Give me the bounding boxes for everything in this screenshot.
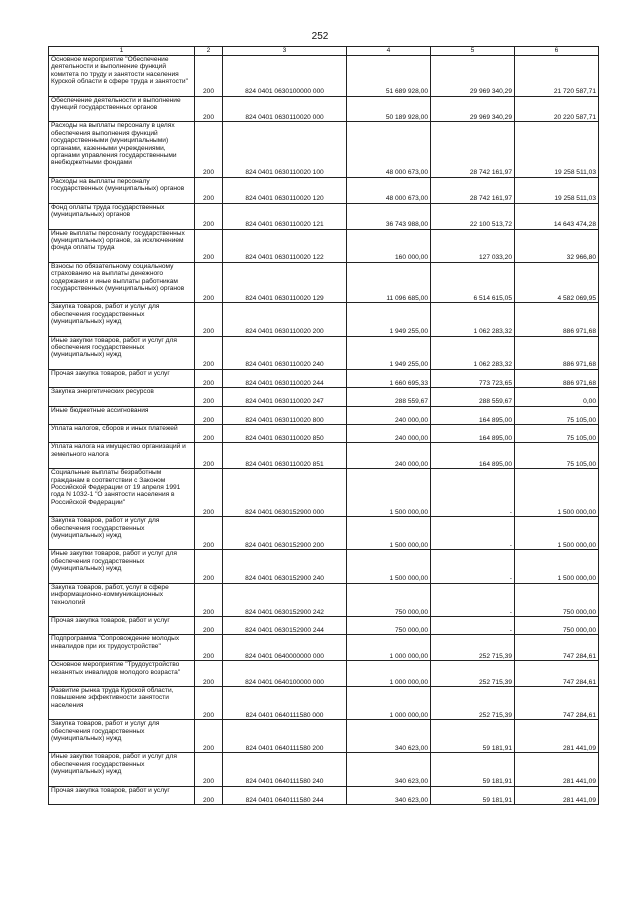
executed-amount-cell: 1 062 283,32 (431, 336, 515, 369)
planned-amount-cell: 240 000,00 (347, 443, 431, 469)
planned-amount-cell: 750 000,00 (347, 583, 431, 616)
budget-classification-code-cell: 824 0401 0630110020 800 (223, 406, 347, 424)
remaining-amount-cell: 0,00 (515, 388, 599, 406)
expenditure-name-cell (49, 303, 195, 336)
admin-code-cell: 200 (195, 786, 223, 804)
budget-classification-code-cell: 824 0401 0630110020 851 (223, 443, 347, 469)
remaining-amount-cell: 281 441,09 (515, 786, 599, 804)
expenditure-name-cell (49, 443, 195, 469)
expenditure-name-cell (49, 469, 195, 517)
executed-amount-cell: - (431, 550, 515, 583)
planned-amount-cell: 1 660 695,33 (347, 369, 431, 387)
planned-amount-cell: 1 500 000,00 (347, 469, 431, 517)
remaining-amount-cell: 32 966,80 (515, 229, 599, 262)
expenditure-name-text: Уплата налога на имущество организаций и земельного налога (51, 443, 186, 458)
table-row (49, 469, 599, 517)
executed-amount-cell: 28 742 161,97 (431, 177, 515, 203)
planned-amount-cell: 1 949 255,00 (347, 336, 431, 369)
budget-classification-code-cell: 824 0401 0630152900 244 (223, 616, 347, 634)
expenditure-name-text: Основное мероприятие "Трудоустройство незанятых инвалидов молодого возраста" (51, 661, 181, 676)
expenditure-name-cell (49, 583, 195, 616)
expenditure-name-cell (49, 229, 195, 262)
expenditure-name-text: Подпрограмма "Сопровождение молодых инвалидов при их трудоустройстве" (51, 635, 180, 650)
table-row (49, 425, 599, 443)
executed-amount-cell: 127 033,20 (431, 229, 515, 262)
remaining-amount-cell: 20 220 587,71 (515, 96, 599, 122)
expenditure-name-text: Прочая закупка товаров, работ и услуг (51, 616, 170, 624)
executed-amount-cell: - (431, 583, 515, 616)
budget-classification-code-cell: 824 0401 0630110020 120 (223, 177, 347, 203)
admin-code-cell: 200 (195, 369, 223, 387)
remaining-amount-cell: 750 000,00 (515, 583, 599, 616)
executed-amount-cell: 773 723,65 (431, 369, 515, 387)
expenditure-name-text: Закупка товаров, работ, услуг в сфере информационно-коммуникационных технологий (51, 583, 169, 606)
budget-classification-code-cell: 824 0401 0630110020 100 (223, 122, 347, 177)
admin-code-cell: 200 (195, 517, 223, 550)
table-row (49, 517, 599, 550)
remaining-amount-cell: 75 105,00 (515, 443, 599, 469)
table-row (49, 550, 599, 583)
admin-code-cell: 200 (195, 661, 223, 687)
remaining-amount-cell: 75 105,00 (515, 425, 599, 443)
admin-code-cell: 200 (195, 56, 223, 97)
budget-classification-code-cell: 824 0401 0630110020 000 (223, 96, 347, 122)
executed-amount-cell: - (431, 517, 515, 550)
budget-classification-code-cell: 824 0401 0630110020 200 (223, 303, 347, 336)
column-header: 1 (49, 47, 195, 56)
admin-code-cell: 200 (195, 550, 223, 583)
expenditure-name-cell (49, 406, 195, 424)
table-row (49, 406, 599, 424)
table-row (49, 616, 599, 634)
expenditure-name-cell (49, 262, 195, 303)
expenditure-name-cell (49, 122, 195, 177)
admin-code-cell: 200 (195, 583, 223, 616)
expenditure-name-text: Развитие рынка труда Курской области, повышение эффективности занятости населения (51, 686, 174, 709)
table-row (49, 635, 599, 661)
planned-amount-cell: 340 623,00 (347, 720, 431, 753)
expenditure-name-text: Иные закупки товаров, работ и услуг для обеспечения государственных (муниципальных) нужд (51, 753, 177, 776)
table-row (49, 229, 599, 262)
admin-code-cell: 200 (195, 388, 223, 406)
expenditure-name-cell (49, 635, 195, 661)
remaining-amount-cell: 747 284,61 (515, 635, 599, 661)
admin-code-cell: 200 (195, 96, 223, 122)
planned-amount-cell: 240 000,00 (347, 406, 431, 424)
remaining-amount-cell: 750 000,00 (515, 616, 599, 634)
planned-amount-cell: 1 949 255,00 (347, 303, 431, 336)
budget-classification-code-cell: 824 0401 0630152900 242 (223, 583, 347, 616)
column-header: 3 (223, 47, 347, 56)
planned-amount-cell: 1 000 000,00 (347, 635, 431, 661)
table-row (49, 388, 599, 406)
budget-classification-code-cell: 824 0401 0640111580 200 (223, 720, 347, 753)
planned-amount-cell: 288 559,67 (347, 388, 431, 406)
expenditure-name-text: Прочая закупка товаров, работ и услуг (51, 369, 170, 377)
budget-classification-code-cell: 824 0401 0630110020 240 (223, 336, 347, 369)
expenditure-name-cell (49, 96, 195, 122)
table-row (49, 686, 599, 719)
budget-classification-code-cell: 824 0401 0630110020 122 (223, 229, 347, 262)
table-row (49, 753, 599, 786)
remaining-amount-cell: 747 284,61 (515, 661, 599, 687)
expenditure-name-cell (49, 517, 195, 550)
expenditure-name-cell (49, 720, 195, 753)
expenditure-name-text: Расходы на выплаты персоналу государственных (муниципальных) органов (51, 177, 185, 193)
planned-amount-cell: 36 743 988,00 (347, 203, 431, 229)
remaining-amount-cell: 75 105,00 (515, 406, 599, 424)
expenditure-name-cell (49, 686, 195, 719)
planned-amount-cell: 48 000 673,00 (347, 177, 431, 203)
remaining-amount-cell: 281 441,09 (515, 753, 599, 786)
budget-classification-code-cell: 824 0401 0630110020 129 (223, 262, 347, 303)
admin-code-cell: 200 (195, 753, 223, 786)
budget-classification-code-cell: 824 0401 0640111580 240 (223, 753, 347, 786)
executed-amount-cell: 164 895,00 (431, 425, 515, 443)
expenditure-name-text: Обеспечение деятельности и выполнение функций государственных органов (51, 96, 181, 112)
remaining-amount-cell: 4 582 069,95 (515, 262, 599, 303)
executed-amount-cell: 29 969 340,29 (431, 56, 515, 97)
planned-amount-cell: 50 189 928,00 (347, 96, 431, 122)
budget-execution-table (48, 46, 599, 805)
table-row (49, 786, 599, 804)
expenditure-name-text: Уплата налогов, сборов и иных платежей (51, 425, 178, 432)
remaining-amount-cell: 886 971,68 (515, 303, 599, 336)
expenditure-name-text: Иные бюджетные ассигнования (51, 406, 149, 414)
expenditure-name-text: Основное мероприятие "Обеспечение деятельности и выполнение функций комитета по труду и занятости населения Курской области в сфере труда и занятости" (51, 56, 188, 86)
planned-amount-cell: 1 500 000,00 (347, 550, 431, 583)
remaining-amount-cell: 19 258 511,03 (515, 122, 599, 177)
expenditure-name-text: Закупка товаров, работ и услуг для обеспечения государственных (муниципальных) нужд (51, 517, 160, 540)
remaining-amount-cell: 886 971,68 (515, 369, 599, 387)
expenditure-name-text: Закупка товаров, работ и услуг для обеспечения государственных (муниципальных) нужд (51, 720, 160, 742)
planned-amount-cell: 1 000 000,00 (347, 686, 431, 719)
admin-code-cell: 200 (195, 336, 223, 369)
admin-code-cell: 200 (195, 443, 223, 469)
expenditure-name-cell (49, 753, 195, 786)
budget-classification-code-cell: 824 0401 0630152900 200 (223, 517, 347, 550)
remaining-amount-cell: 1 500 000,00 (515, 517, 599, 550)
table-row (49, 56, 599, 97)
executed-amount-cell: - (431, 616, 515, 634)
planned-amount-cell: 1 000 000,00 (347, 661, 431, 687)
column-header: 2 (195, 47, 223, 56)
remaining-amount-cell: 1 500 000,00 (515, 550, 599, 583)
executed-amount-cell: 164 895,00 (431, 443, 515, 469)
remaining-amount-cell: 886 971,68 (515, 336, 599, 369)
budget-classification-code-cell: 824 0401 0640000000 000 (223, 635, 347, 661)
planned-amount-cell: 340 623,00 (347, 753, 431, 786)
remaining-amount-cell: 281 441,09 (515, 720, 599, 753)
column-header: 6 (515, 47, 599, 56)
expenditure-name-cell (49, 388, 195, 406)
executed-amount-cell: 29 969 340,29 (431, 96, 515, 122)
expenditure-name-cell (49, 550, 195, 583)
budget-classification-code-cell: 824 0401 0630110020 247 (223, 388, 347, 406)
executed-amount-cell: 6 514 615,05 (431, 262, 515, 303)
expenditure-name-text: Социальные выплаты безработным гражданам в соответствии с Законом Российской Федерации от 19 апреля 1991 года N 1032-1 "О занятости населения в Российской Федерации" (51, 469, 181, 506)
admin-code-cell: 200 (195, 122, 223, 177)
budget-classification-code-cell: 824 0401 0630110020 850 (223, 425, 347, 443)
expenditure-name-text: Иные закупки товаров, работ и услуг для обеспечения государственных (муниципальных) нужд (51, 336, 177, 359)
table-row (49, 661, 599, 687)
remaining-amount-cell: 14 643 474,28 (515, 203, 599, 229)
expenditure-name-text: Прочая закупка товаров, работ и услуг (51, 786, 170, 794)
budget-classification-code-cell: 824 0401 0630110020 244 (223, 369, 347, 387)
expenditure-name-text: Закупка товаров, работ и услуг для обеспечения государственных (муниципальных) нужд (51, 303, 160, 326)
budget-classification-code-cell: 824 0401 0640111580 000 (223, 686, 347, 719)
table-row (49, 443, 599, 469)
admin-code-cell: 200 (195, 616, 223, 634)
expenditure-name-text: Взносы по обязательному социальному страхованию на выплаты денежного содержания и иные выплаты работникам государственных (муниципальных) органов (51, 262, 185, 292)
remaining-amount-cell: 19 258 511,03 (515, 177, 599, 203)
planned-amount-cell: 1 500 000,00 (347, 517, 431, 550)
table-row (49, 369, 599, 387)
admin-code-cell: 200 (195, 303, 223, 336)
expenditure-name-text: Расходы на выплаты персоналу в целях обеспечения выполнения функций государственными (муниципальными) органами, казенными учреждениями, органами управления государственными внебюджетными фондами (51, 122, 177, 167)
expenditure-name-cell (49, 56, 195, 97)
admin-code-cell: 200 (195, 686, 223, 719)
admin-code-cell: 200 (195, 203, 223, 229)
table-row (49, 96, 599, 122)
admin-code-cell: 200 (195, 635, 223, 661)
expenditure-name-cell (49, 616, 195, 634)
table-row (49, 177, 599, 203)
expenditure-name-cell (49, 425, 195, 443)
column-header: 4 (347, 47, 431, 56)
executed-amount-cell: 28 742 161,97 (431, 122, 515, 177)
expenditure-name-text: Иные закупки товаров, работ и услуг для обеспечения государственных (муниципальных) нужд (51, 550, 177, 573)
planned-amount-cell: 160 000,00 (347, 229, 431, 262)
table-row (49, 720, 599, 753)
admin-code-cell: 200 (195, 720, 223, 753)
planned-amount-cell: 750 000,00 (347, 616, 431, 634)
expenditure-name-cell (49, 661, 195, 687)
expenditure-name-text: Закупка энергетических ресурсов (51, 388, 154, 396)
planned-amount-cell: 48 000 673,00 (347, 122, 431, 177)
executed-amount-cell: 59 181,91 (431, 786, 515, 804)
table-row (49, 303, 599, 336)
planned-amount-cell: 340 623,00 (347, 786, 431, 804)
expenditure-name-cell (49, 336, 195, 369)
expenditure-name-cell (49, 177, 195, 203)
planned-amount-cell: 11 096 685,00 (347, 262, 431, 303)
executed-amount-cell: 252 715,39 (431, 661, 515, 687)
page-number: 252 (311, 31, 329, 42)
budget-classification-code-cell: 824 0401 0630100000 000 (223, 56, 347, 97)
admin-code-cell: 200 (195, 262, 223, 303)
remaining-amount-cell: 1 500 000,00 (515, 469, 599, 517)
budget-classification-code-cell: 824 0401 0630152900 000 (223, 469, 347, 517)
budget-classification-code-cell: 824 0401 0630110020 121 (223, 203, 347, 229)
executed-amount-cell: - (431, 469, 515, 517)
admin-code-cell: 200 (195, 469, 223, 517)
executed-amount-cell: 59 181,91 (431, 753, 515, 786)
column-number-row (49, 47, 599, 56)
budget-classification-code-cell: 824 0401 0640111580 244 (223, 786, 347, 804)
table-row (49, 122, 599, 177)
admin-code-cell: 200 (195, 406, 223, 424)
expenditure-name-text: Фонд оплаты труда государственных (муниципальных) органов (51, 203, 165, 219)
admin-code-cell: 200 (195, 177, 223, 203)
table-row (49, 583, 599, 616)
executed-amount-cell: 22 100 513,72 (431, 203, 515, 229)
executed-amount-cell: 164 895,00 (431, 406, 515, 424)
planned-amount-cell: 240 000,00 (347, 425, 431, 443)
table-row (49, 203, 599, 229)
column-header: 5 (431, 47, 515, 56)
expenditure-name-cell (49, 786, 195, 804)
budget-classification-code-cell: 824 0401 0630152900 240 (223, 550, 347, 583)
table-row (49, 336, 599, 369)
executed-amount-cell: 59 181,91 (431, 720, 515, 753)
remaining-amount-cell: 21 720 587,71 (515, 56, 599, 97)
executed-amount-cell: 288 559,67 (431, 388, 515, 406)
executed-amount-cell: 1 062 283,32 (431, 303, 515, 336)
expenditure-name-cell (49, 369, 195, 387)
executed-amount-cell: 252 715,39 (431, 686, 515, 719)
table-row (49, 262, 599, 303)
admin-code-cell: 200 (195, 229, 223, 262)
executed-amount-cell: 252 715,39 (431, 635, 515, 661)
expenditure-name-text: Иные выплаты персоналу государственных (муниципальных) органов, за исключением фонда оплаты труда (51, 229, 185, 252)
planned-amount-cell: 51 689 928,00 (347, 56, 431, 97)
remaining-amount-cell: 747 284,61 (515, 686, 599, 719)
admin-code-cell: 200 (195, 425, 223, 443)
budget-classification-code-cell: 824 0401 0640100000 000 (223, 661, 347, 687)
expenditure-name-cell (49, 203, 195, 229)
